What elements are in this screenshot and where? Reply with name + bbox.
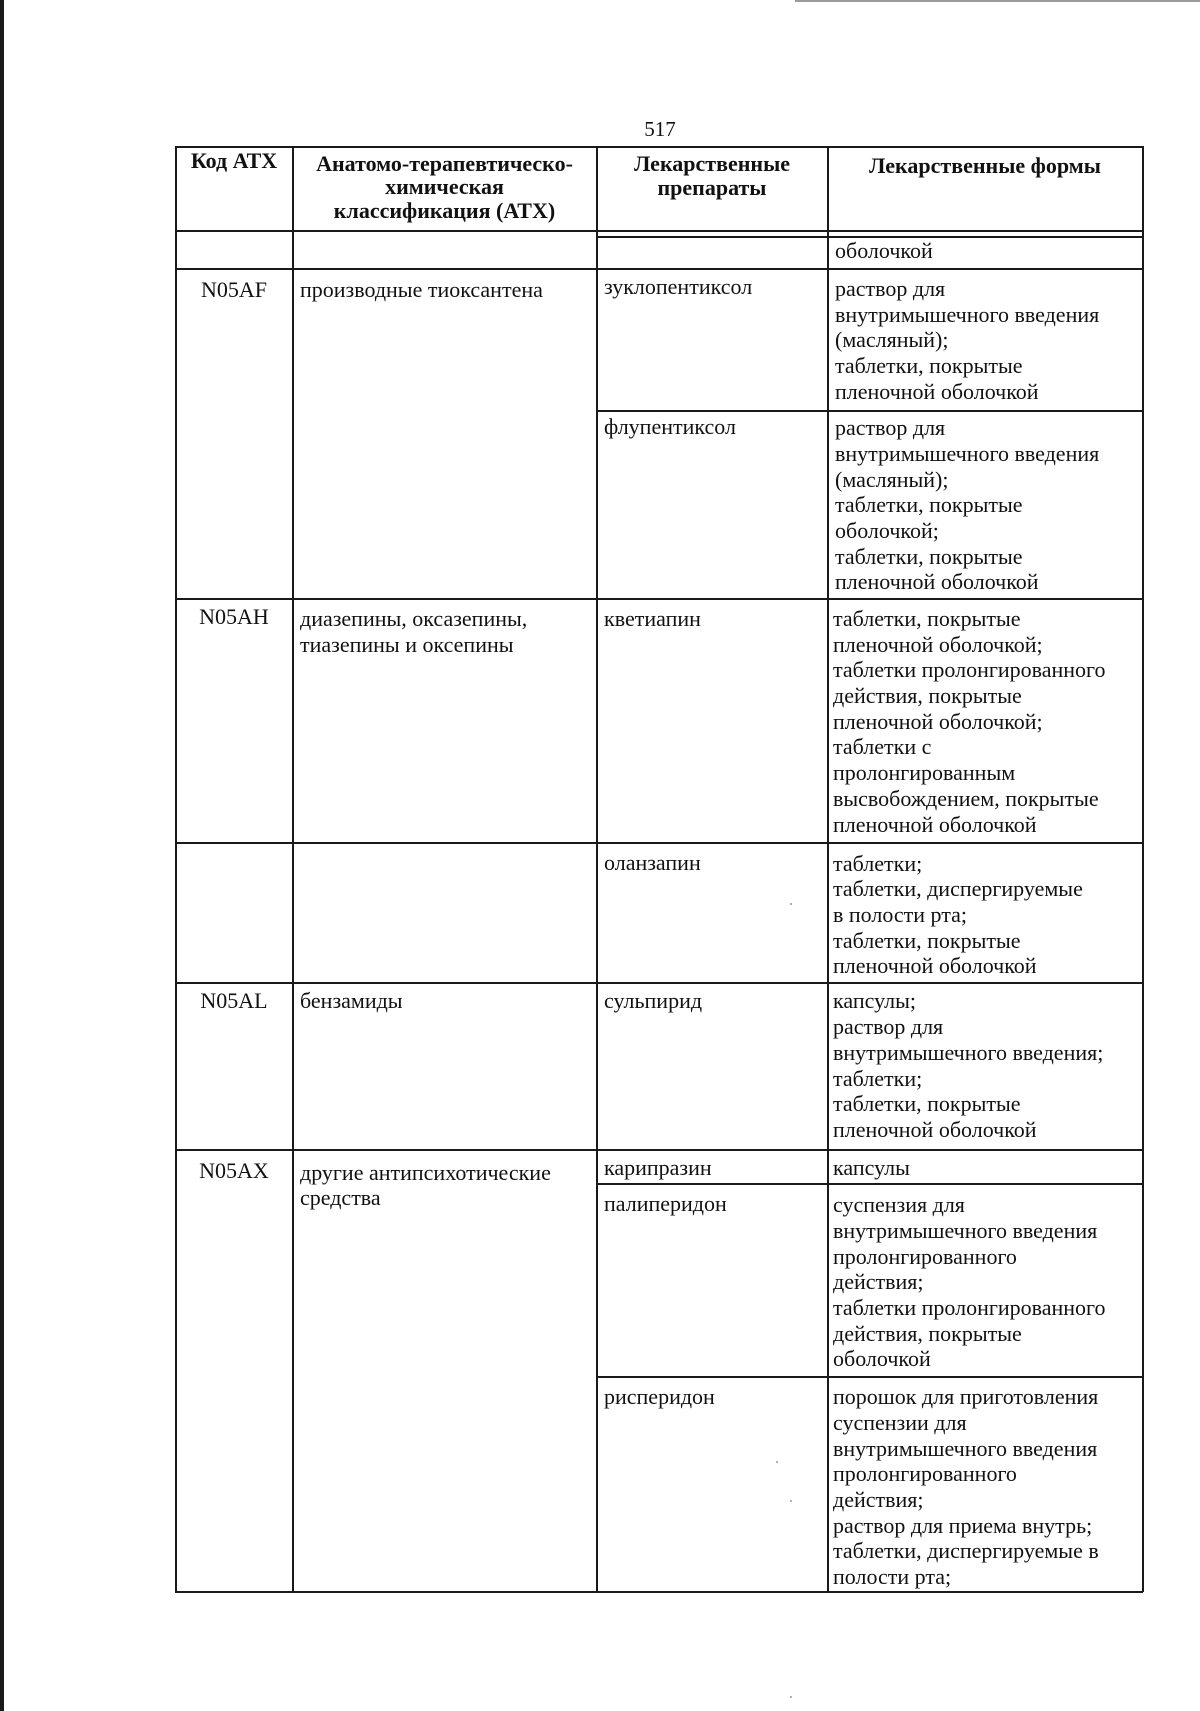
dosage-form-line: таблетки, покрытые [833,606,1021,631]
dosage-form-line: действия, покрытые [833,683,1022,708]
dosage-form-line: раствор для [833,1014,944,1039]
row-rule [175,982,1143,984]
drug-name: зуклопентиксол [604,274,753,299]
dosage-form-line: действия; [833,1487,924,1512]
table-border-bottom [175,1591,1143,1593]
dosage-form-line: таблетки; [833,1066,923,1091]
atc-code: N05AL [200,988,268,1013]
atc-code: N05AF [200,277,267,302]
dosage-form-line: оболочкой; [835,518,939,543]
header-drugs-line2: препараты [657,175,767,200]
dosage-form-line: капсулы; [833,988,916,1013]
row-rule [175,842,1143,844]
atc-class-name: диазепины, оксазепины, [300,606,528,631]
table-border-left [175,146,177,1592]
header-classification-line3: классификация (АТХ) [333,198,556,223]
dosage-form-line: таблетки; [833,851,923,876]
atc-class-name: тиазепины и оксепины [300,632,514,657]
drug-name: кветиапин [604,606,701,631]
page-number: 517 [644,117,676,141]
dosage-form-line: таблетки, покрытые [835,353,1023,378]
dosage-form-line: оболочкой [835,238,933,263]
dosage-form-line: пленочной оболочкой; [833,709,1043,734]
dosage-form-line: (масляный); [835,327,949,352]
dosage-form-line: пленочной оболочкой [833,1117,1037,1142]
scan-speck [790,1696,792,1698]
atc-class-name: средства [300,1185,381,1210]
header-drugs-line1: Лекарственные [633,151,791,176]
header-code: Код АТХ [190,148,278,173]
row-rule [175,230,1143,232]
dosage-form-line: таблетки пролонгированного [833,1295,1106,1320]
drug-name: рисперидон [604,1384,715,1409]
dosage-form-line: суспензии для [833,1410,967,1435]
dosage-form-line: высвобождением, покрытые [833,786,1099,811]
dosage-form-line: внутримышечного введения [835,441,1100,466]
drug-name: карипразин [604,1155,712,1180]
row-rule [596,1183,1143,1185]
dosage-form-line: внутримышечного введения [833,1436,1098,1461]
atc-class-name: другие антипсихотические [300,1160,551,1185]
dosage-form-line: таблетки, покрытые [833,928,1021,953]
table-border-top [175,146,1143,148]
dosage-form-line: внутримышечного введения; [833,1040,1104,1065]
dosage-form-line: таблетки, диспергируемые [833,876,1083,901]
scan-speck [776,1461,778,1463]
dosage-form-line: действия, покрытые [833,1321,1022,1346]
dosage-form-line: таблетки, диспергируемые в [833,1538,1099,1563]
dosage-form-line: пролонгированного [833,1461,1017,1486]
header-classification-line2: химическая [385,174,504,199]
dosage-form-line: пленочной оболочкой [835,569,1039,594]
scan-edge-left [0,0,4,1711]
dosage-form-line: суспензия для [833,1192,965,1217]
col-divider-1 [292,146,294,1592]
drug-name: флупентиксол [604,414,736,439]
scan-edge-top [795,0,1200,2]
dosage-form-line: пролонгированного [833,1244,1017,1269]
dosage-form-line: капсулы [833,1155,910,1180]
dosage-form-line: раствор для [835,276,946,301]
row-rule [175,268,1143,270]
dosage-form-line: таблетки, покрытые [835,492,1023,517]
dosage-form-line: полости рта; [833,1564,952,1589]
dosage-form-line: пленочной оболочкой [833,953,1037,978]
header-forms: Лекарственные формы [869,153,1101,178]
dosage-form-line: внутримышечного введения [835,302,1100,327]
dosage-form-line: внутримышечного введения [833,1218,1098,1243]
row-rule [596,410,1143,412]
dosage-form-line: пролонгированным [833,760,1016,785]
drug-name: палиперидон [604,1191,727,1216]
atc-class-name: производные тиоксантена [300,277,543,302]
dosage-form-line: таблетки с [833,734,932,759]
dosage-form-line: порошок для приготовления [833,1384,1099,1409]
atc-code: N05AH [199,604,269,629]
atc-code: N05AX [199,1158,269,1183]
atc-class-name: бензамиды [300,988,403,1013]
dosage-form-line: действия; [833,1269,924,1294]
row-rule [596,1376,1143,1378]
dosage-form-line: (масляный); [835,467,949,492]
dosage-form-line: пленочной оболочкой; [833,632,1043,657]
scan-speck [790,1500,792,1502]
dosage-form-line: таблетки пролонгированного [833,657,1106,682]
row-rule [175,598,1143,600]
dosage-form-line: пленочной оболочкой [835,379,1039,404]
dosage-form-line: раствор для [835,415,946,440]
dosage-form-line: в полости рта; [833,902,968,927]
row-rule [175,1149,1143,1151]
dosage-form-line: оболочкой [833,1346,931,1371]
drug-name: сульпирид [604,988,703,1013]
drug-name: оланзапин [604,850,701,875]
dosage-form-line: таблетки, покрытые [835,544,1023,569]
dosage-form-line: пленочной оболочкой [833,812,1037,837]
header-classification-line1: Анатомо-терапевтическо- [316,151,573,176]
dosage-form-line: таблетки, покрытые [833,1091,1021,1116]
dosage-form-line: раствор для приема внутрь; [833,1513,1093,1538]
scan-speck [790,903,792,905]
